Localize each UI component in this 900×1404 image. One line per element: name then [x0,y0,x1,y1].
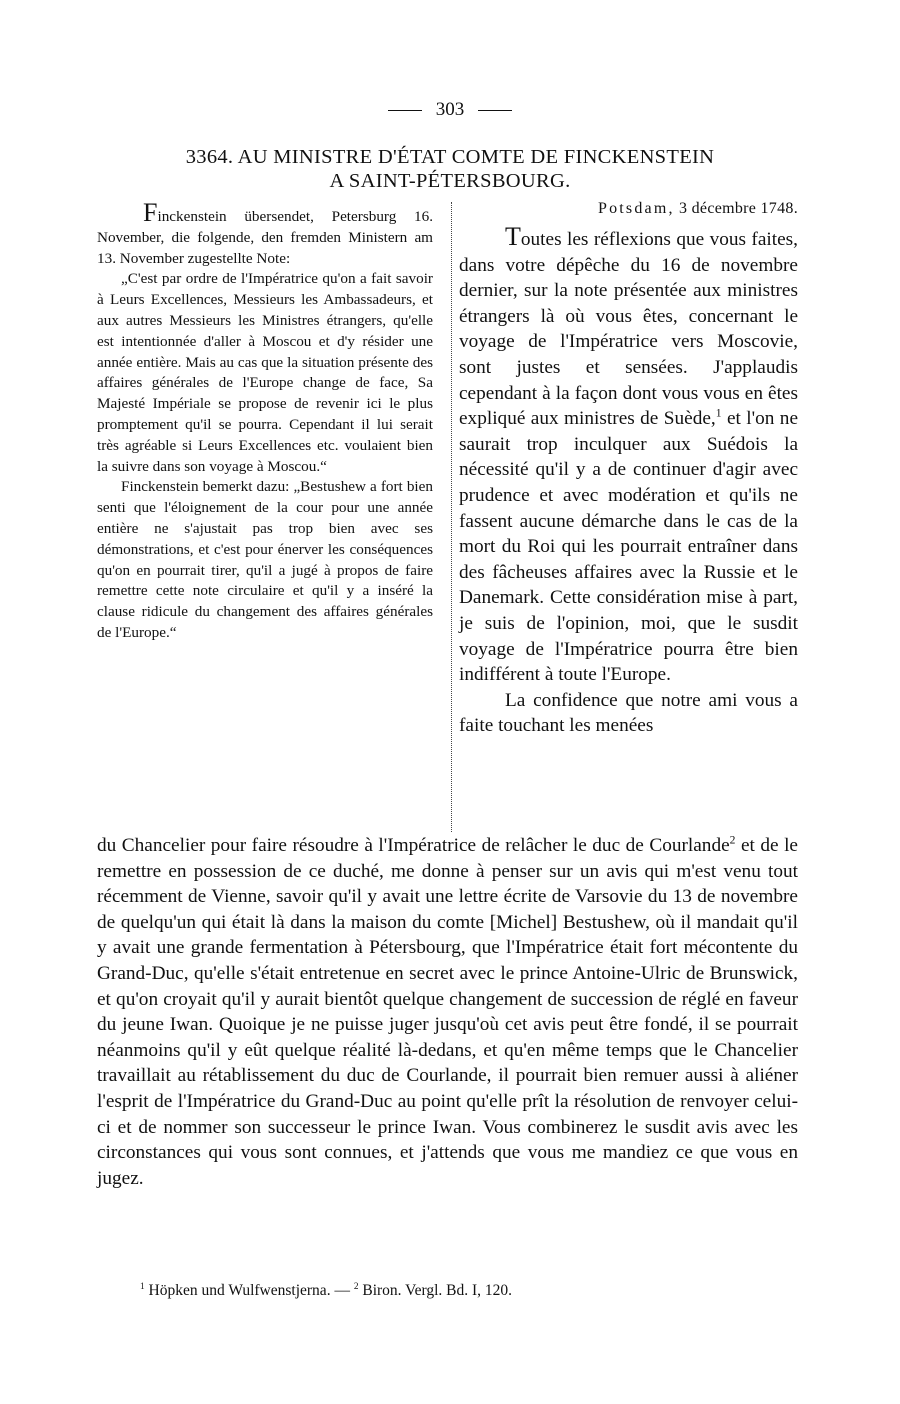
dateline-place: Potsdam, [597,200,675,217]
footnote-ref-1: 1 [715,406,722,420]
letter-initial: T [505,222,521,251]
page-number [0,99,900,121]
finckenstein-remark: Finckenstein bemerkt dazu: „Bestushew a fort bien senti que l'éloignement de la cour pour une année entière ne s'ajustait pas trop bien avec ses démonstrations, et c'est pour énerver les conséquences qu'on en pourrait tirer, qu'il a jugé à propos de faire remettre cette note circulaire et qu'il y a inséré la clause ridicule du changement des affaires générales de l'Europe.“ [97,478,433,641]
letter-heading-line-1: 3364. AU MINISTRE D'ÉTAT COMTE DE FINCKENSTEIN [185,146,715,168]
intro-initial: F [143,198,158,227]
page-number-left-rule [388,110,422,111]
footnote-1: Höpken und Wulfwenstjerna. — [148,1282,350,1299]
footnote-2-mark: 2 [353,1281,359,1292]
page-number-text: 303 [435,99,465,120]
footnote-2: Biron. Vergl. Bd. I, 120. [362,1282,513,1299]
footnote-ref-2: 2 [729,833,736,847]
dateline [459,198,798,220]
intro-text: inckenstein übersendet, Petersburg 16. November, die folgende, den fremden Ministern am 13. November zugestellte Note: [97,208,433,267]
letter-full-width-text [97,833,798,1191]
footnote-1-mark: 1 [140,1281,145,1292]
letter-paragraph-1 [459,224,798,688]
dateline-date: 3 décembre 1748. [679,200,798,217]
page-number-right-rule [478,110,512,111]
column-divider [451,202,452,832]
letter-paragraph-1-part-a: outes les réflexions que vous faites, dans votre dépêche du 16 de novembre dernier, sur la note présentée aux ministres étrangers là où vous êtes, concernant le voyage de l'Impératrice vers Moscovie, sont justes et sensées. J'applaudis cependant à la façon dont vous vous en êtes expliqué aux ministres de Suède, [459,229,798,430]
letter-column [459,198,798,739]
letter-paragraph-2-start: La confidence que notre ami vous a faite touchant les menées [459,689,798,737]
letter-heading-line-2: A SAINT-PÉTERSBOURG. [329,170,571,192]
letter-paragraph-2-part-a: du Chancelier pour faire résoudre à l'Impératrice de relâcher le duc de Courlande [97,835,730,856]
letter-paragraph-1-part-b: et l'on ne saurait trop inculquer aux Suédois la nécessité qu'il y a de continuer d'agir avec prudence et avec modération et qu'ils ne fassent aucune démarche dans le cas de la mort du Roi qui les pourrait entraîner dans des fâcheuses affaires avec la Russie et le Danemark. Cette considération mise à part, je suis de l'opinion, moi, que le susdit voyage de l'Impératrice pourra être bien indifférent à toute l'Europe. [459,408,798,686]
footnotes [140,1281,800,1301]
quoted-note: „C'est par ordre de l'Impératrice qu'on a fait savoir à Leurs Excellences, Messieurs les Ambassadeurs, et aux autres Messieurs les Ministres étrangers, qu'elle est intentionnée d'aller à Moscou et d'y résider une année entière. Mais au cas que la situation présente des affaires générales de l'Europe change de face, Sa Majesté Impériale se propose de revenir ici le plus promptement qu'il se pourra. Cependant il lui serait très agréable si Leurs Excellences etc. voulaient bien la suivre dans son voyage à Moscou.“ [97,270,433,475]
letter-paragraph-2-part-b: et de le remettre en possession de ce duché, me donne à penser sur un avis qui m'est venu tout récemment de Vienne, savoir qu'il y avait une lettre écrite de Varsovie du 13 de novembre de quelqu'un qui était là dans la maison du comte [Michel] Bestushew, où il mandait qu'il y avait une grande fermentation à Pétersbourg, que l'Impératrice était fort mécontente du Grand-Duc, qu'elle s'était entretenue en secret avec le prince Antoine-Ulric de Brunswick, et qu'on croyait qu'il y aurait bientôt quelque changement de succession de réglé en faveur du jeune Iwan. Quoique je ne puisse juger jusqu'où cet avis peut être fondé, il se pourrait néanmoins qu'il y eût quelque réalité là-dedans, et qu'en même temps que le Chancelier travaillait au rétablissement du duc de Courlande, il pourrait bien remuer aussi à aliéner l'esprit de l'Impératrice du Grand-Duc au point qu'elle prît la résolution de renvoyer celui-ci et de nommer son successeur le prince Iwan. Vous combinerez le susdit avis avec les circonstances qui vous sont connues, et j'attends que vous me mandiez ce que vous en jugez. [97,835,798,1189]
editorial-note-column [97,198,433,644]
editorial-intro [97,198,433,269]
letter-heading [110,145,790,193]
